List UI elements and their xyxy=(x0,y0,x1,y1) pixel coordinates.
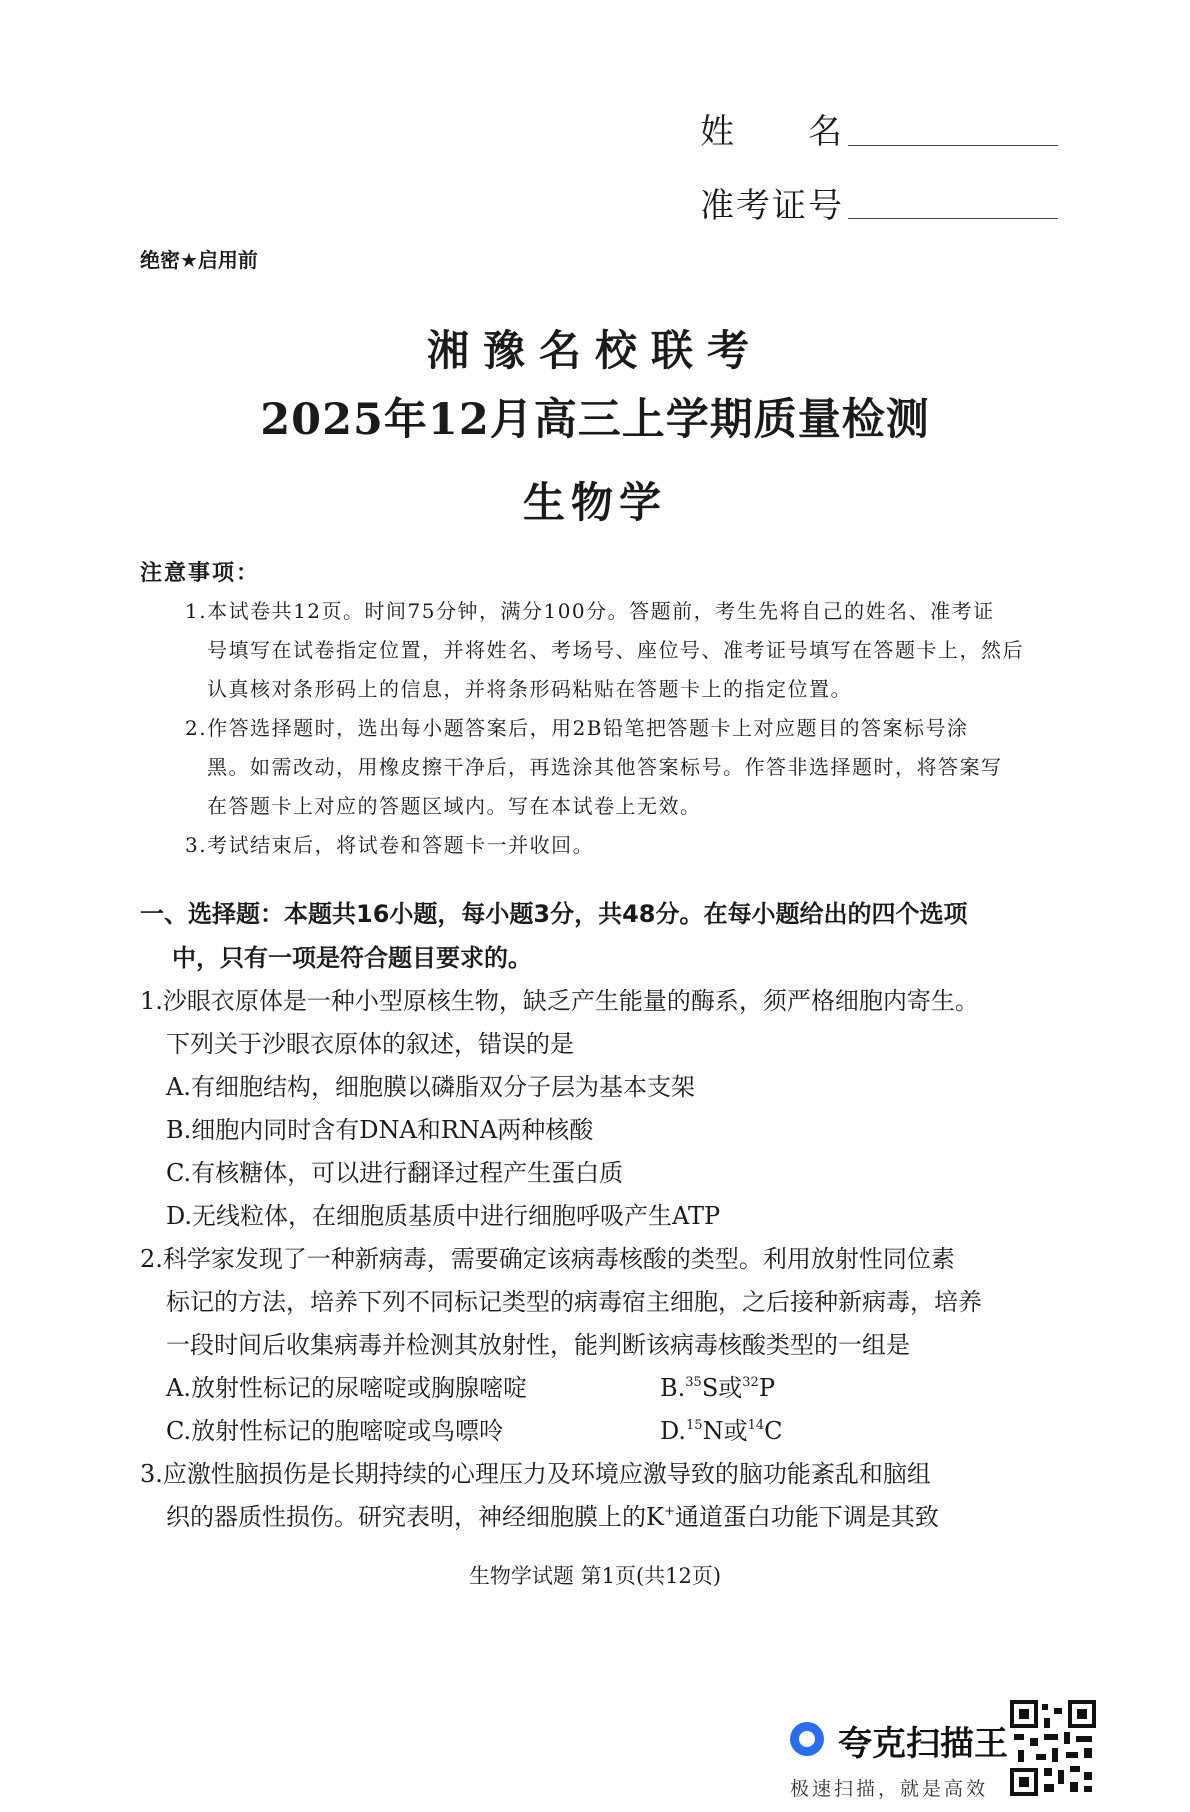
question-1-option-d: D.无线粒体，在细胞质基质中进行细胞呼吸产生ATP xyxy=(166,1202,721,1230)
section-heading xyxy=(140,892,1060,980)
exam-title: 2025年12月高三上学期质量检测 xyxy=(260,395,930,445)
question-1-option-c: C.有核糖体，可以进行翻译过程产生蛋白质 xyxy=(166,1159,624,1187)
page-footer: 生物学试题 第1页(共12页) xyxy=(468,1564,722,1588)
question-2-line-2: 标记的方法，培养下列不同标记类型的病毒宿主细胞，之后接种新病毒，培养 xyxy=(166,1288,982,1316)
question-1-option-b: B.细胞内同时含有DNA和RNA两种核酸 xyxy=(166,1116,594,1144)
notes-heading: 注意事项： xyxy=(140,561,261,586)
note-2-line-1: 2.作答选择题时，选出每小题答案后，用2B铅笔把答题卡上对应题目的答案标号涂 xyxy=(185,716,969,740)
question-2-stem xyxy=(140,1238,1060,1367)
confidential-mark: 绝密★启用前 xyxy=(140,248,258,272)
question-3-line-1: 3.应激性脑损伤是长期持续的心理压力及环境应激导致的脑功能紊乱和脑组 xyxy=(140,1460,931,1488)
question-3-stem xyxy=(140,1453,1060,1539)
name-label: 姓 名 xyxy=(700,112,844,152)
section-heading-line-2: 中，只有一项是符合题目要求的。 xyxy=(172,944,532,972)
question-2-option-b: B.$^{35}$S或$^{32}$P xyxy=(660,1374,775,1402)
note-item xyxy=(185,709,1055,826)
question-2-option-a: A.放射性标记的尿嘧啶或胸腺嘧啶 xyxy=(166,1374,527,1402)
note-item xyxy=(185,592,1055,709)
scanner-slogan: 极速扫描，就是高效 xyxy=(790,1778,989,1800)
exam-id-underline xyxy=(848,218,1058,219)
question-2-line-3: 一段时间后收集病毒并检测其放射性，能判断该病毒核酸类型的一组是 xyxy=(166,1331,910,1359)
note-1-line-2: 号填写在试卷指定位置，并将姓名、考场号、座位号、准考证号填写在答题卡上，然后 xyxy=(207,638,1024,662)
note-2-line-2: 黑。如需改动，用橡皮擦干净后，再选涂其他答案标号。作答非选择题时，将答案写 xyxy=(207,755,1003,779)
note-3-line-1: 3.考试结束后，将试卷和答题卡一并收回。 xyxy=(185,833,595,857)
question-1-stem xyxy=(140,980,1060,1066)
question-1-option-a: A.有细胞结构，细胞膜以磷脂双分子层为基本支架 xyxy=(166,1073,695,1101)
subject-title: 生物学 xyxy=(522,478,667,527)
note-1-line-3: 认真核对条形码上的信息，并将条形码粘贴在答题卡上的指定位置。 xyxy=(207,677,852,701)
question-2-option-d: D.$^{15}$N或$^{14}$C xyxy=(660,1417,783,1445)
note-item xyxy=(185,826,1055,865)
qr-code-icon xyxy=(1010,1700,1096,1796)
question-2-line-1: 2.科学家发现了一种新病毒，需要确定该病毒核酸的类型。利用放射性同位素 xyxy=(140,1245,955,1273)
question-1-line-1: 1.沙眼衣原体是一种小型原核生物，缺乏产生能量的酶系，须严格细胞内寄生。 xyxy=(140,987,979,1015)
scanner-logo-icon xyxy=(790,1722,824,1756)
section-heading-line-1: 一、选择题：本题共16小题，每小题3分，共48分。在每小题给出的四个选项 xyxy=(140,900,968,928)
note-2-line-3: 在答题卡上对应的答题区域内。写在本试卷上无效。 xyxy=(207,794,702,818)
note-1-line-1: 1.本试卷共12页。时间75分钟，满分100分。答题前，考生先将自己的姓名、准考证 xyxy=(185,599,995,623)
question-3-line-2: 织的器质性损伤。研究表明，神经细胞膜上的K+通道蛋白功能下调是其致 xyxy=(166,1503,939,1531)
scanner-brand-name: 夸克扫描王 xyxy=(838,1724,1008,1764)
exam-union-title: 湘豫名校联考 xyxy=(426,326,763,375)
question-1-line-2: 下列关于沙眼衣原体的叙述，错误的是 xyxy=(166,1030,574,1058)
name-underline xyxy=(848,145,1058,146)
question-2-option-c: C.放射性标记的胞嘧啶或鸟嘌呤 xyxy=(166,1417,504,1445)
exam-id-label: 准考证号 xyxy=(700,186,844,226)
